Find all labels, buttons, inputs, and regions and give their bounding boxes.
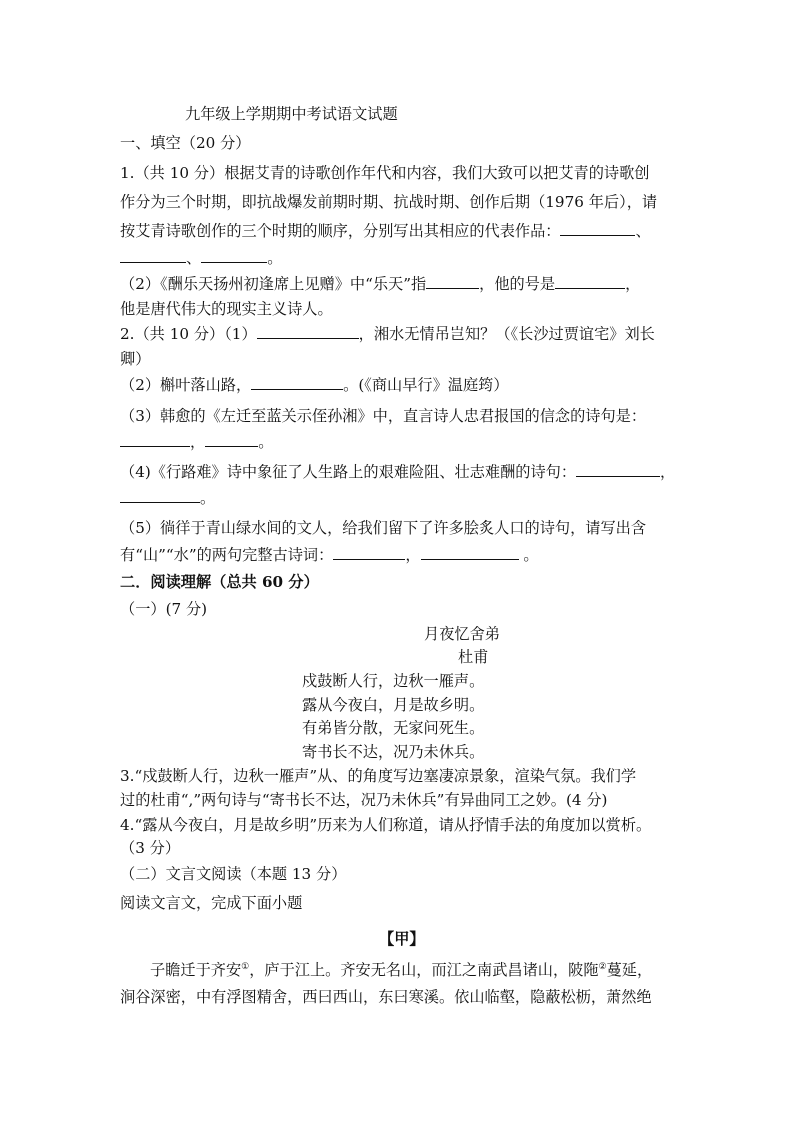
q2-line2: 卿） bbox=[120, 350, 151, 368]
q2-p2-prefix: （2）槲叶落山路， bbox=[120, 376, 252, 394]
q2-p3-line1: （3）韩愈的《左迁至蓝关示侄孙湘》中，直言诗人忠君报国的信念的诗句是： bbox=[120, 407, 647, 425]
q2-p4-blank-2[interactable] bbox=[120, 486, 200, 503]
part2-label: （二）文言文阅读（本题 13 分） bbox=[120, 865, 347, 883]
q2-p3-end: 。 bbox=[258, 433, 274, 451]
passage-line-1 bbox=[150, 955, 652, 982]
q2-p5-sep: ， bbox=[405, 546, 421, 564]
q1-blank-2[interactable] bbox=[120, 246, 186, 263]
q2-p5-prefix: 有“山”“水”的两句完整古诗词： bbox=[120, 546, 334, 564]
q2-p4-blank-1[interactable] bbox=[576, 460, 660, 477]
q3-line1: 3.“戍鼓断人行，边秋一雁声”从、的角度写边塞凄凉景象，渲染气氛。我们学 bbox=[120, 767, 637, 785]
section1-heading: 一、填空（20 分） bbox=[120, 134, 251, 152]
q1-sep-2: 、 bbox=[186, 249, 202, 267]
q2-blank-1[interactable] bbox=[257, 322, 359, 339]
q2-p5-blank-2[interactable] bbox=[421, 543, 519, 560]
q1-line2: 作分为三个时期，即抗战爆发前期时期、抗战时期、创作后期（1976 年后），请 bbox=[120, 193, 658, 211]
q1b-blank-2[interactable] bbox=[555, 272, 625, 289]
q2-p4-line1 bbox=[120, 460, 675, 484]
part1-label: （一）(7 分) bbox=[120, 600, 208, 618]
q2-p5-line1: （5）徜徉于青山绿水间的文人，给我们留下了许多脍炙人口的诗句，请写出含 bbox=[120, 519, 647, 537]
poem-line-1: 戍鼓断人行，边秋一雁声。 bbox=[302, 672, 485, 690]
q2-prefix: 2.（共 10 分）（1） bbox=[120, 325, 257, 343]
q2-p4-sep: ， bbox=[660, 463, 676, 481]
footnote-2: ② bbox=[598, 962, 607, 972]
q2-p2 bbox=[120, 373, 509, 397]
q1-line3 bbox=[120, 219, 651, 243]
q2-p5-blank-1[interactable] bbox=[333, 543, 405, 560]
q2-p3-line2 bbox=[120, 430, 273, 454]
q1b-blank-1[interactable] bbox=[426, 272, 479, 289]
q2-p2-suffix: 。(《商山早行》温庭筠） bbox=[343, 376, 509, 394]
footnote-1: ① bbox=[241, 962, 250, 972]
q1-line1: 1.（共 10 分）根据艾青的诗歌创作年代和内容，我们大致可以把艾青的诗歌创 bbox=[120, 164, 650, 182]
poem-title: 月夜忆舍弟 bbox=[424, 625, 500, 643]
section2-heading: 二．阅读理解（总共 60 分） bbox=[120, 573, 319, 591]
q2-p3-blank-1[interactable] bbox=[120, 430, 190, 447]
q3-line2: 过的杜甫“,”两句诗与“寄书长不达，况乃未休兵”有异曲同工之妙。(4 分) bbox=[120, 791, 608, 809]
q2-p3-blank-2[interactable] bbox=[205, 430, 258, 447]
poem-line-4: 寄书长不达，况乃未休兵。 bbox=[302, 743, 485, 761]
q2-line1 bbox=[120, 322, 655, 346]
q2-p4-end: 。 bbox=[200, 489, 216, 507]
q1-blank-3[interactable] bbox=[201, 246, 267, 263]
q1-end: 。 bbox=[267, 249, 283, 267]
q1b-mid: ，他的号是 bbox=[479, 275, 556, 293]
poem-line-2: 露从今夜白，月是故乡明。 bbox=[302, 696, 485, 714]
page-title: 九年级上学期期中考试语文试题 bbox=[185, 105, 398, 123]
passage-seg-a: 子瞻迁于齐安 bbox=[150, 961, 242, 980]
passage-seg-b: ，庐于江上。齐安无名山，而江之南武昌诸山，陂陁 bbox=[249, 961, 599, 980]
q1-blank-1[interactable] bbox=[560, 219, 635, 236]
q1b-prefix: （2）《酬乐天扬州初逢席上见赠》中“乐天”指 bbox=[120, 275, 427, 293]
passage-line-2: 涧谷深密，中有浮图精舍，西曰西山，东曰寒溪。依山临壑，隐蔽松枥，萧然绝 bbox=[120, 988, 652, 1006]
q1b-line2: 他是唐代伟大的现实主义诗人。 bbox=[120, 300, 333, 318]
q2-p3-sep: ， bbox=[190, 433, 206, 451]
q1-sep-1: 、 bbox=[635, 222, 651, 240]
jia-label: 【甲】 bbox=[379, 930, 425, 948]
q2-p5-line2 bbox=[120, 543, 539, 567]
q4-line2: （3 分） bbox=[120, 839, 181, 857]
q2-p4-line2 bbox=[120, 486, 215, 510]
q2-p5-end: 。 bbox=[518, 546, 539, 564]
q2-p4-prefix: （4)《行路难》诗中象征了人生路上的艰难险阻、壮志难酬的诗句： bbox=[120, 463, 577, 481]
poem-author: 杜甫 bbox=[458, 648, 489, 666]
q1-line3-text: 按艾青诗歌创作的三个时期的顺序，分别写出其相应的代表作品： bbox=[120, 222, 561, 240]
poem-line-3: 有弟皆分散，无家问死生。 bbox=[302, 719, 485, 737]
reading-instruction: 阅读文言文，完成下面小题 bbox=[120, 894, 303, 912]
q2-suffix: ，湘水无情吊岂知？（《长沙过贾谊宅》刘长 bbox=[358, 325, 655, 343]
q1-line4 bbox=[120, 246, 282, 270]
q2-p2-blank[interactable] bbox=[251, 373, 343, 390]
q4-line1: 4.“露从今夜白，月是故乡明”历来为人们称道，请从抒情手法的角度加以赏析。 bbox=[120, 816, 652, 834]
passage-seg-c: 蔓延， bbox=[606, 961, 653, 980]
q1b-line1: （2）《酬乐天扬州初逢席上见赠》中“乐天”指 ，他的号是 ， bbox=[120, 272, 640, 296]
